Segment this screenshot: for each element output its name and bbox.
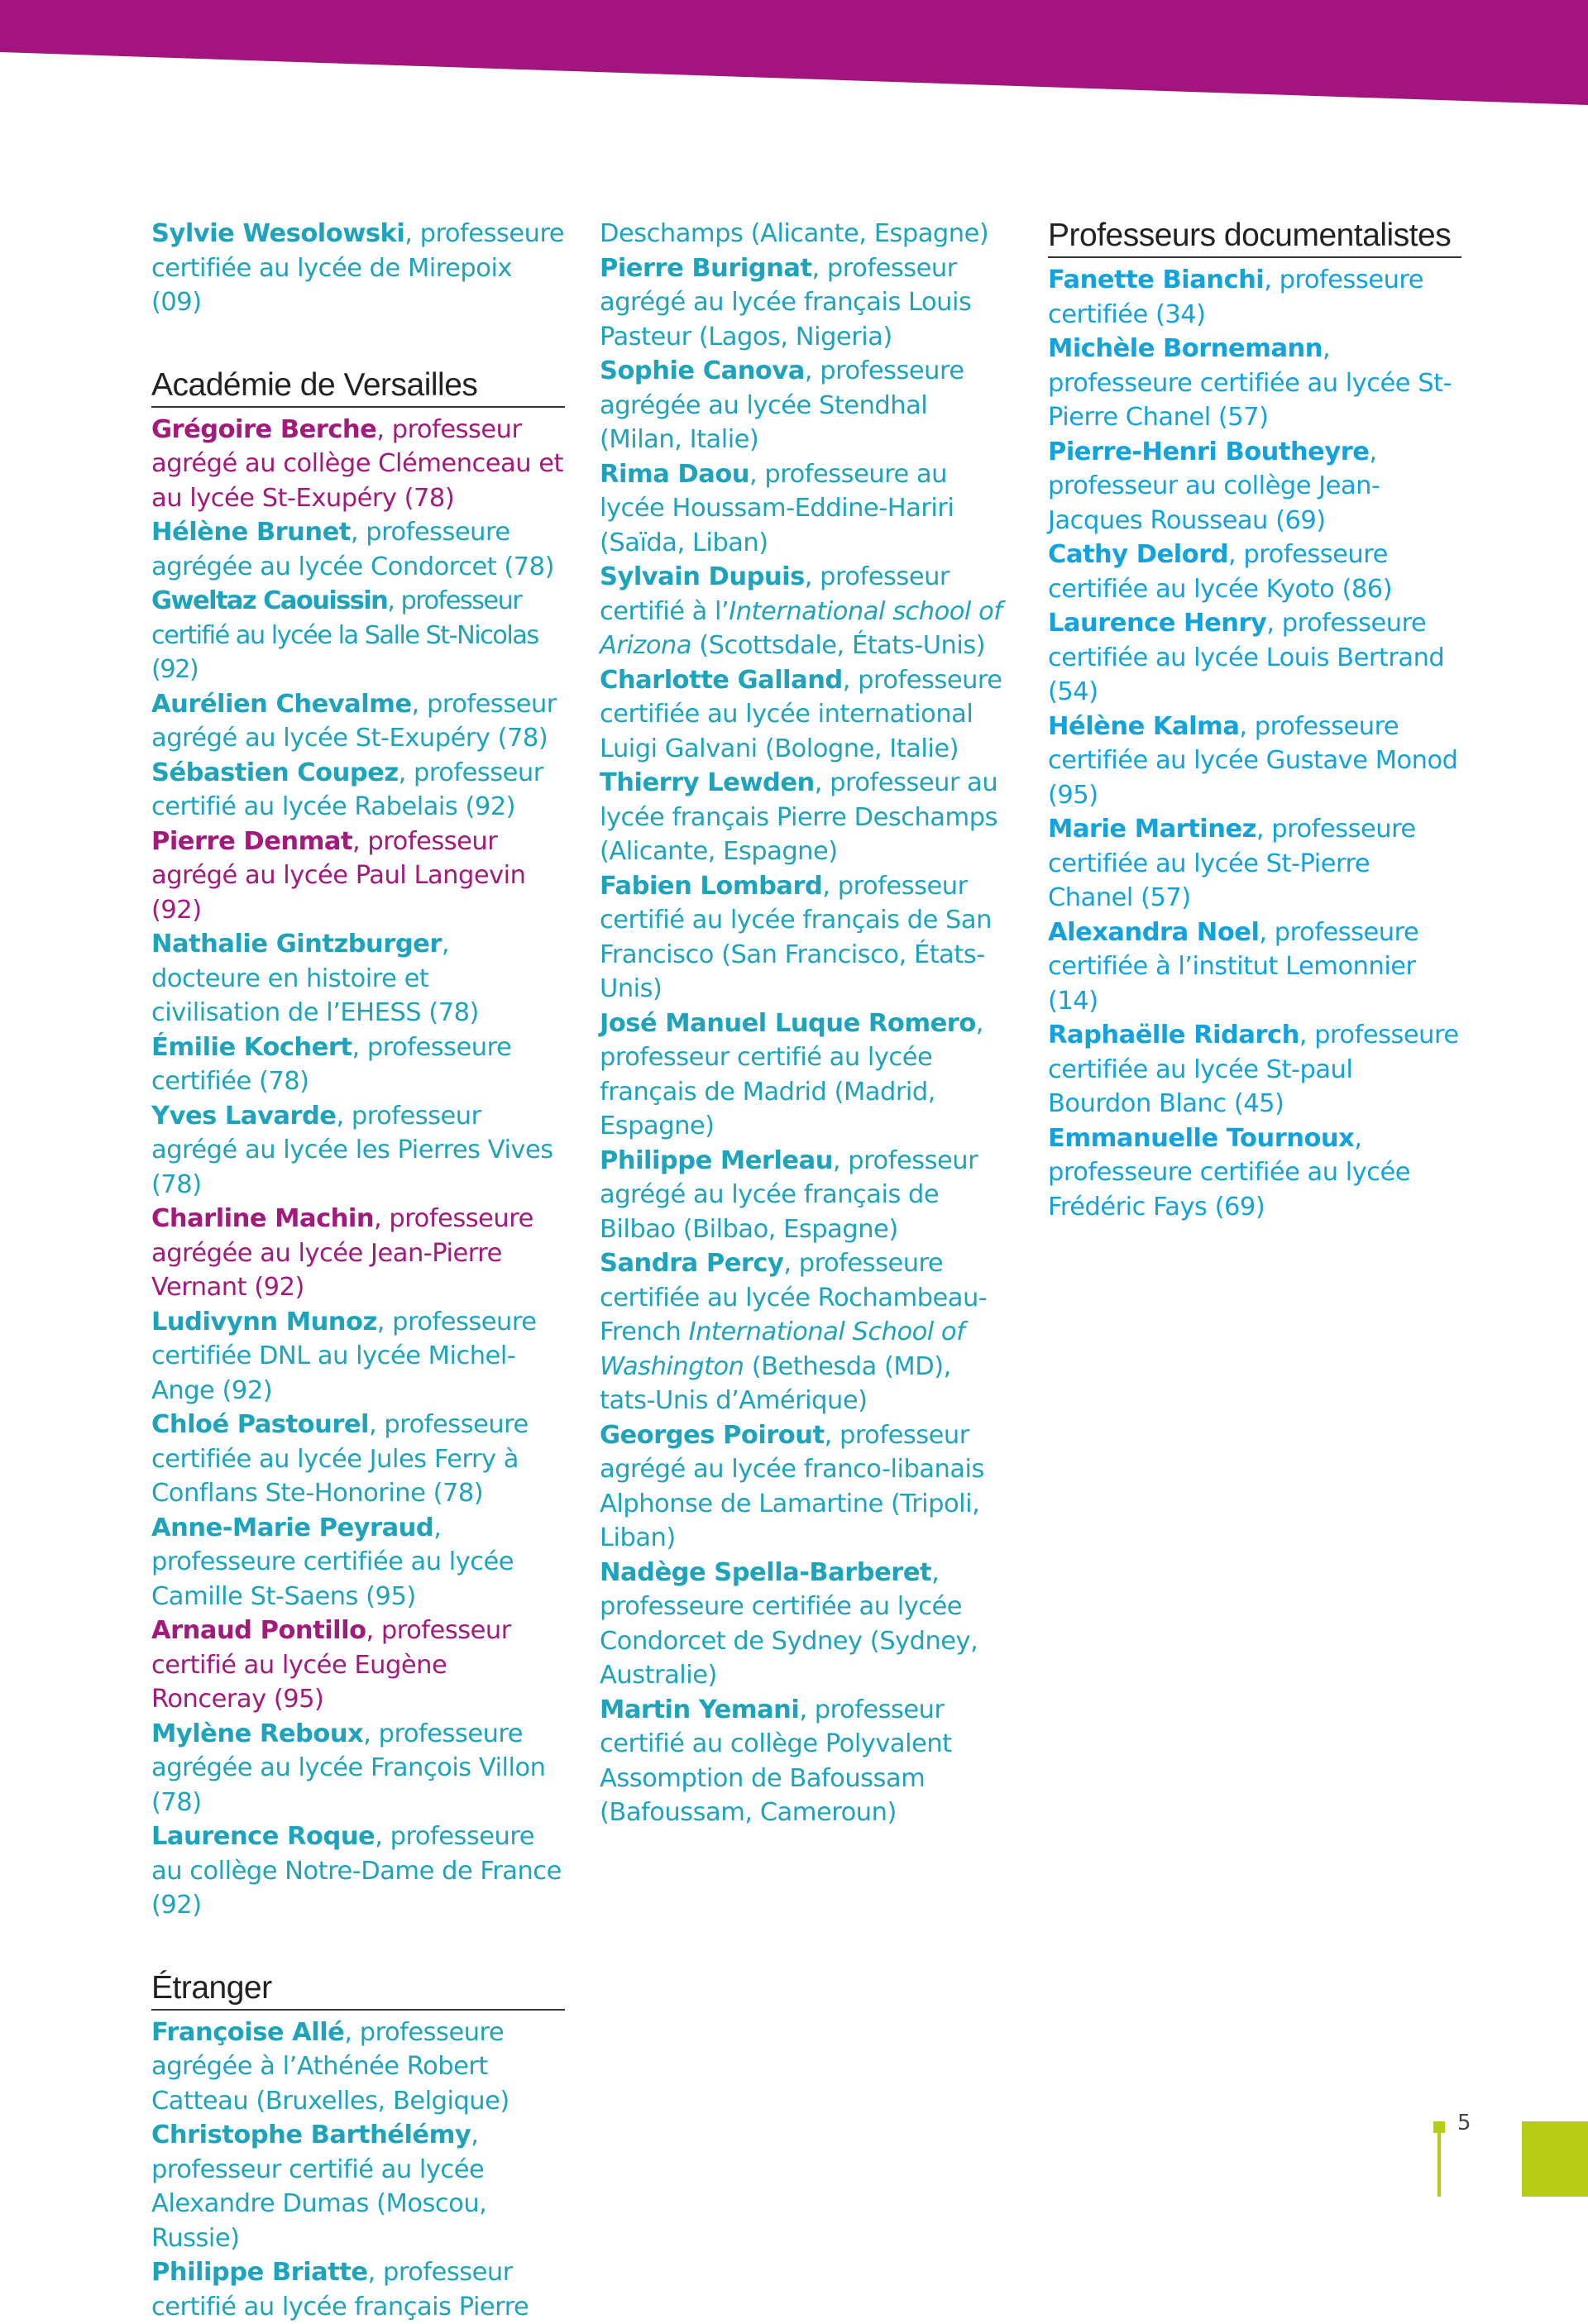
person-role: , professeure certifiée au lycée Frédéric Fays (69) xyxy=(1048,1123,1411,1222)
person-role: , professeure agrégée au lycée Stendhal (Milan, Italie) xyxy=(600,356,964,454)
person-name: Hélène Kalma xyxy=(1048,711,1240,741)
person-role: , professeur certifié au lycée Eugène Ronceray (95) xyxy=(151,1616,511,1714)
column-3 xyxy=(1048,217,1461,1224)
person-role-end: (Bethesda (MD), tats-Unis d’Amérique) xyxy=(600,1351,951,1415)
person-role: , professeur certifié à l’ xyxy=(600,562,949,626)
list-item xyxy=(600,1007,1013,1144)
section-heading-versailles: Académie de Versailles xyxy=(151,366,565,408)
person-name: Laurence Henry xyxy=(1048,609,1267,638)
person-role: , professeure agrégée à l’Athénée Robert Catteau (Bruxelles, Belgique) xyxy=(151,2017,509,2116)
list-item xyxy=(151,584,565,687)
person-role: , professeure agrégée au lycée François Villon (78) xyxy=(151,1719,546,1817)
list-item xyxy=(151,2118,565,2255)
list-item xyxy=(151,1099,565,1203)
list-item xyxy=(151,1408,565,1511)
person-name: Thierry Lewden xyxy=(600,768,815,797)
footer-marker-square xyxy=(1433,2121,1445,2133)
person-role: , professeur certifié au lycée français Pierre xyxy=(151,2258,529,2322)
person-name: Laurence Roque xyxy=(151,1822,375,1851)
footer-corner-block xyxy=(1522,2121,1588,2197)
footer-marker xyxy=(1433,2121,1445,2197)
person-name: Sylvain Dupuis xyxy=(600,562,805,591)
person-name: Sophie Canova xyxy=(600,356,805,385)
list-item xyxy=(151,217,565,320)
person-name: Pierre-Henri Boutheyre xyxy=(1048,437,1370,466)
person-name: Hélène Brunet xyxy=(151,518,351,547)
list-item xyxy=(151,1717,565,1820)
list-item xyxy=(600,354,1013,457)
person-name: Philippe Merleau xyxy=(600,1145,833,1175)
person-role: , professeur certifié au lycée français de San Francisco (San Francisco, États-Unis) xyxy=(600,871,992,1003)
column-2 xyxy=(600,217,1013,1830)
list-item xyxy=(600,869,1013,1007)
column-1 xyxy=(151,217,565,2324)
person-role: , professeure agrégée au lycée Jean-Pierre Vernant (92) xyxy=(151,1204,533,1302)
list-item xyxy=(1048,435,1461,538)
list-item xyxy=(151,756,565,825)
person-role: , professeur agrégé au lycée français Louis Pasteur (Lagos, Nigeria) xyxy=(600,253,972,351)
person-name: Grégoire Berche xyxy=(151,414,377,444)
person-role: , professeure certifiée DNL au lycée Michel-Ange (92) xyxy=(151,1307,537,1405)
list-item xyxy=(1048,710,1461,813)
list-item xyxy=(151,2016,565,2119)
person-name: Sébastien Coupez xyxy=(151,758,399,787)
person-name: Alexandra Noel xyxy=(1048,917,1260,947)
person-name: Emmanuelle Tournoux xyxy=(1048,1123,1355,1153)
list-item xyxy=(151,2255,565,2324)
list-item xyxy=(600,560,1013,663)
person-role: , professeure certifiée au lycée Kyoto (86) xyxy=(1048,540,1393,604)
section-heading-documentalistes: Professeurs documentalistes xyxy=(1048,217,1461,258)
list-item xyxy=(1048,1018,1461,1121)
person-name: José Manuel Luque Romero xyxy=(600,1008,976,1038)
header-banner xyxy=(0,0,1588,108)
person-name: Aurélien Chevalme xyxy=(151,689,412,719)
person-role: , professeure certifiée (34) xyxy=(1048,265,1424,329)
person-name: Fanette Bianchi xyxy=(1048,265,1265,294)
person-name: Raphaëlle Ridarch xyxy=(1048,1021,1299,1050)
person-name: Sylvie Wesolowski xyxy=(151,219,405,248)
person-name: Arnaud Pontillo xyxy=(151,1616,366,1645)
person-role: , professeur agrégé au collège Clémenceau et au lycée St-Exupéry (78) xyxy=(151,414,563,513)
list-item xyxy=(1048,538,1461,606)
person-name: Christophe Barthélémy xyxy=(151,2121,471,2149)
list-item xyxy=(151,515,565,584)
person-name: Rima Daou xyxy=(600,459,749,489)
person-role: , professeure au collège Notre-Dame de France (92) xyxy=(151,1822,562,1920)
person-role: , professeure au lycée Houssam-Eddine-Hariri (Saïda, Liban) xyxy=(600,459,954,557)
person-role: , professeure certifiée au lycée St-Pierre Chanel (57) xyxy=(1048,334,1452,432)
list-item xyxy=(151,1202,565,1305)
person-role: , professeur certifié au lycée Rabelais (92) xyxy=(151,758,543,821)
person-name: Mylène Reboux xyxy=(151,1719,364,1748)
list-item xyxy=(151,1614,565,1717)
list-item xyxy=(600,457,1013,561)
person-role: , professeure certifiée au lycée Gustave Monod (95) xyxy=(1048,711,1458,810)
person-name: Gweltaz Caouissin xyxy=(151,586,388,615)
person-name: Charline Machin xyxy=(151,1204,375,1233)
person-role: , professeur agrégé au lycée franco-libanais Alphonse de Lamartine (Tripoli, Liban) xyxy=(600,1420,984,1552)
list-item xyxy=(151,1511,565,1614)
person-role: , professeur certifié au lycée la Salle St-Nicolas (92) xyxy=(151,586,538,684)
person-role: , professeure certifiée au lycée St-paul Bourdon Blanc (45) xyxy=(1048,1021,1459,1118)
person-name: Émilie Kochert xyxy=(151,1032,352,1062)
person-name: Pierre Burignat xyxy=(600,253,812,283)
person-role: , professeur au lycée français Pierre Deschamps (Alicante, Espagne) xyxy=(600,768,998,866)
person-name: Georges Poirout xyxy=(600,1420,825,1450)
school-name-italic: International school of Arizona xyxy=(600,596,1002,660)
list-item xyxy=(600,1144,1013,1247)
person-role: , professeure certifiée au lycée Louis Bertrand (54) xyxy=(1048,609,1445,706)
school-name-italic: International School of Washington xyxy=(600,1317,965,1381)
list-item xyxy=(151,687,565,756)
person-role: , professeur agrégé au lycée les Pierres Vives (78) xyxy=(151,1101,553,1199)
person-role: , professeure agrégée au lycée Condorcet (78) xyxy=(151,518,554,581)
person-role: , professeure certifiée au lycée de Mirepoix (09) xyxy=(151,219,565,317)
list-item xyxy=(151,1305,565,1408)
list-item xyxy=(600,1418,1013,1556)
list-item-continuation: Deschamps (Alicante, Espagne) xyxy=(600,219,989,248)
list-item xyxy=(151,927,565,1030)
person-role: , professeur certifié au collège Polyvalent Assomption de Bafoussam (Bafoussam, Cameroun) xyxy=(600,1695,952,1827)
person-name: Nathalie Gintzburger xyxy=(151,930,442,959)
list-item xyxy=(600,1693,1013,1830)
list-item xyxy=(1048,332,1461,435)
person-name: Yves Lavarde xyxy=(151,1101,337,1131)
person-role: , professeure certifiée (78) xyxy=(151,1032,512,1096)
list-item xyxy=(151,413,565,516)
person-role: , professeur au collège Jean-Jacques Rousseau (69) xyxy=(1048,437,1380,535)
list-item xyxy=(1048,606,1461,710)
person-role: , professeur agrégé au lycée St-Exupéry (78) xyxy=(151,689,557,753)
page-number: 5 xyxy=(1457,2111,1471,2135)
list-item xyxy=(600,766,1013,869)
person-role: , docteure en histoire et civilisation de l’EHESS (78) xyxy=(151,930,479,1027)
person-role: , professeure certifiée au lycée Camille St-Saens (95) xyxy=(151,1513,514,1611)
list-item xyxy=(600,663,1013,767)
list-item xyxy=(151,825,565,928)
list-item xyxy=(151,1820,565,1923)
list-item xyxy=(1048,916,1461,1019)
person-name: Pierre Denmat xyxy=(151,826,353,856)
person-role: , professeure certifiée au lycée international Luigi Galvani (Bologne, Italie) xyxy=(600,665,1002,763)
person-role: , professeur agrégé au lycée Paul Langevin (92) xyxy=(151,826,526,925)
person-name: Martin Yemani xyxy=(600,1695,800,1724)
list-item xyxy=(1048,263,1461,332)
list-item xyxy=(1048,1121,1461,1225)
person-name: Sandra Percy xyxy=(600,1249,784,1278)
person-name: Ludivynn Munoz xyxy=(151,1307,377,1337)
person-name: Nadège Spella-Barberet xyxy=(600,1557,932,1587)
list-item xyxy=(600,251,1013,355)
person-name: Chloé Pastourel xyxy=(151,1410,370,1439)
person-name: Anne-Marie Peyraud xyxy=(151,1513,434,1542)
person-name: Michèle Bornemann xyxy=(1048,334,1323,363)
person-role: , professeur certifié au lycée Alexandre Dumas (Moscou, Russie) xyxy=(151,2121,487,2253)
person-name: Charlotte Galland xyxy=(600,665,843,695)
person-role: , professeure certifiée au lycée Condorcet de Sydney (Sydney, Australie) xyxy=(600,1557,978,1690)
person-role: , professeure certifiée à l’institut Lemonnier (14) xyxy=(1048,917,1419,1016)
list-item xyxy=(600,1246,1013,1418)
person-name: Fabien Lombard xyxy=(600,871,823,901)
list-item xyxy=(600,1556,1013,1693)
person-role: , professeure certifiée au lycée St-Pierre Chanel (57) xyxy=(1048,815,1416,912)
person-role: , professeur agrégé au lycée français de Bilbao (Bilbao, Espagne) xyxy=(600,1145,978,1244)
person-name: Marie Martinez xyxy=(1048,815,1256,844)
section-heading-etranger: Étranger xyxy=(151,1969,565,2011)
list-item xyxy=(151,1030,565,1099)
person-name: Françoise Allé xyxy=(151,2017,345,2047)
person-role-end: (Scottsdale, États-Unis) xyxy=(691,631,986,660)
person-role: , professeur certifié au lycée français de Madrid (Madrid, Espagne) xyxy=(600,1008,983,1140)
person-name: Philippe Briatte xyxy=(151,2258,368,2287)
person-name: Cathy Delord xyxy=(1048,540,1229,569)
person-role: , professeure certifiée au lycée Rochambeau-French xyxy=(600,1249,988,1346)
person-role: , professeure certifiée au lycée Jules Ferry à Conflans Ste-Honorine (78) xyxy=(151,1410,529,1508)
list-item xyxy=(1048,812,1461,916)
